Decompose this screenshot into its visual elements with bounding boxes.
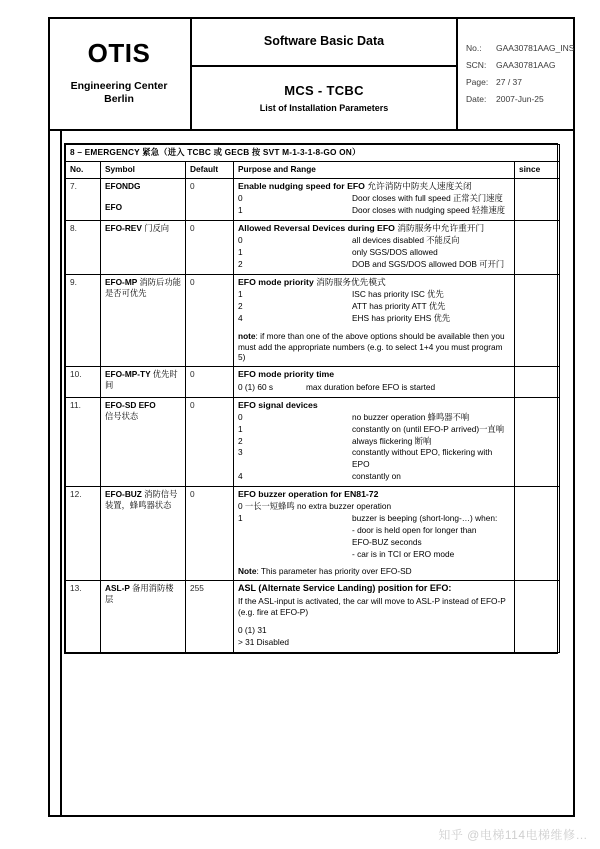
sub-line: - car is in TCI or ERO mode [352, 548, 455, 559]
option-sub-list [238, 525, 510, 560]
row-since [515, 274, 560, 367]
option-item [238, 205, 510, 217]
row-symbol [101, 220, 186, 274]
option-key: 2 [238, 301, 243, 312]
option-key: 1 [238, 423, 243, 434]
purpose-heading-en: ASL (Alternate Service Landing) position for EFO: [238, 583, 452, 594]
range-line [238, 382, 510, 394]
purpose-heading-en: EFO buzzer operation for EN81-72 [238, 488, 379, 499]
row-number: 10. [66, 367, 101, 397]
table-row [66, 367, 560, 397]
row-symbol [101, 274, 186, 367]
option-item [238, 513, 510, 525]
option-item [238, 412, 510, 424]
option-item [238, 424, 510, 436]
range-list [238, 625, 510, 648]
parameter-table [65, 144, 560, 653]
symbol-name-zh: 优先时间 [105, 369, 178, 391]
metadata-page-value: 27 / 37 [496, 76, 522, 87]
metadata-no-value: GAA30781AAG_INS [496, 42, 575, 53]
product-title-cell [192, 67, 456, 129]
metadata-scn [466, 60, 575, 70]
row-symbol [101, 367, 186, 397]
option-key: 2 [238, 435, 243, 446]
symbol-name-2: EFO [105, 201, 123, 212]
column-header-no: No. [66, 161, 101, 178]
symbol-name: EFONDG [105, 180, 141, 191]
option-item [238, 235, 510, 247]
row-default: 0 [186, 274, 234, 367]
table-row [66, 581, 560, 653]
document-title: Software Basic Data [192, 17, 456, 67]
row-since [515, 178, 560, 220]
note-label: Note [238, 566, 257, 577]
option-item [238, 259, 510, 271]
table-row [66, 220, 560, 274]
symbol-name: EFO-REV [105, 222, 142, 233]
metadata-page-label: Page: [466, 76, 489, 87]
row-default: 0 [186, 367, 234, 397]
option-item [238, 247, 510, 259]
option-key: 4 [238, 312, 243, 323]
purpose-body: If the ASL-input is activated, the car will move to ASL-P instead of EFO-P (e.g. fire at EFO-P) [238, 596, 506, 618]
purpose-heading [238, 181, 510, 192]
row-since [515, 397, 560, 486]
row-purpose [234, 397, 515, 486]
purpose-heading [238, 489, 510, 500]
row-number: 9. [66, 274, 101, 367]
table-row [66, 274, 560, 367]
symbol-name: EFO-MP-TY [105, 369, 151, 380]
option-zero-line: 0 一长一短蜂鸣 no extra buzzer operation [238, 501, 392, 512]
metadata-date [466, 94, 575, 104]
row-number: 8. [66, 220, 101, 274]
company-name: OTIS [87, 37, 151, 68]
purpose-heading-en: EFO mode priority [238, 276, 314, 287]
watermark: 知乎 @电梯114电梯维修… [438, 828, 588, 842]
option-list [238, 193, 510, 217]
symbol-name: EFO-MP [105, 276, 138, 287]
metadata-no-label: No.: [466, 42, 482, 53]
section-title-row [66, 145, 560, 162]
symbol-name-zh: 信号状态 [105, 410, 139, 421]
product-subtitle: List of Installation Parameters [259, 103, 389, 113]
option-key: 1 [238, 205, 243, 216]
company-department [71, 80, 168, 106]
option-value: only SGS/DOS allowed [352, 247, 438, 258]
option-value: all devices disabled 不能反向 [352, 235, 460, 246]
option-item [238, 447, 510, 471]
option-item [238, 301, 510, 313]
option-key: 0 [238, 193, 243, 204]
option-item [238, 436, 510, 448]
row-purpose [234, 367, 515, 397]
document-title-cell [192, 17, 458, 129]
column-header-symbol: Symbol [101, 161, 186, 178]
row-since [515, 581, 560, 653]
row-number: 13. [66, 581, 101, 653]
symbol-name-zh: 消防信号装置，蜂鸣器状态 [105, 488, 178, 510]
option-list [238, 412, 510, 483]
row-number: 11. [66, 397, 101, 486]
table-row [66, 486, 560, 580]
option-list [238, 235, 510, 270]
metadata-date-label: Date: [466, 93, 487, 104]
purpose-note [238, 331, 510, 364]
option-value: always flickering 断响 [352, 435, 432, 446]
purpose-heading-en: Enable nudging speed for EFO [238, 180, 365, 191]
purpose-heading [238, 369, 510, 380]
table-row [66, 397, 560, 486]
sub-line: EFO-BUZ seconds [352, 536, 422, 547]
row-default: 0 [186, 178, 234, 220]
row-purpose [234, 486, 515, 580]
column-header-since: since [515, 161, 560, 178]
metadata-no [466, 43, 575, 53]
row-purpose [234, 274, 515, 367]
purpose-heading-en: EFO signal devices [238, 399, 318, 410]
page-inner-rule [60, 131, 62, 817]
row-number: 12. [66, 486, 101, 580]
metadata-scn-value: GAA30781AAG [496, 59, 556, 70]
purpose-heading [238, 223, 510, 234]
row-purpose [234, 178, 515, 220]
option-key: 0 [238, 235, 243, 246]
symbol-name-zh: 门反向 [144, 222, 170, 233]
symbol-name-zh: 备用消防楼层 [105, 583, 174, 605]
option-item [238, 313, 510, 325]
purpose-heading-en: Allowed Reversal Devices during EFO [238, 222, 395, 233]
option-key: 1 [238, 289, 243, 300]
row-symbol [101, 581, 186, 653]
note-text: : if more than one of the above options should be available then you must add the appropriate numbers (e.g. to select 1+4 you must program 5) [238, 330, 505, 363]
option-key: 1 [238, 247, 243, 258]
row-default: 0 [186, 220, 234, 274]
option-value: constantly without EPO, flickering with EPO [352, 447, 493, 470]
metadata-page [466, 77, 575, 87]
document-metadata-cell [458, 17, 575, 129]
note-text: : This parameter has priority over EFO-SD [256, 566, 412, 577]
column-header-purpose: Purpose and Range [234, 161, 515, 178]
symbol-name: EFO-BUZ [105, 488, 142, 499]
option-value: DOB and SGS/DOS allowed DOB 可开门 [352, 258, 505, 269]
option-value: constantly on (until EFO-P arrived)一直响 [352, 423, 505, 434]
option-value: constantly on [352, 471, 401, 482]
option-item [238, 289, 510, 301]
symbol-name: ASL-P [105, 583, 130, 594]
option-value: ATT has priority ATT 优先 [352, 301, 446, 312]
range-line: > 31 Disabled [238, 637, 289, 647]
purpose-heading-zh: 允许消防中防夹人速度关闭 [367, 180, 472, 191]
table-row [66, 178, 560, 220]
row-default: 0 [186, 486, 234, 580]
option-item [238, 471, 510, 483]
option-value: ISC has priority ISC 优先 [352, 289, 444, 300]
option-list [238, 289, 510, 324]
row-since [515, 486, 560, 580]
purpose-heading [238, 400, 510, 411]
option-value: Door closes with nudging speed 轻推速度 [352, 205, 506, 216]
purpose-heading-zh: 消防服务中允许重开门 [397, 222, 485, 233]
option-key: 3 [238, 447, 243, 458]
row-default: 0 [186, 397, 234, 486]
row-default: 255 [186, 581, 234, 653]
symbol-name-zh: 消防后功能是否可优先 [105, 276, 181, 298]
range-value: max duration before EFO is started [306, 381, 436, 392]
option-value: no buzzer operation 蜂鸣器不响 [352, 412, 470, 423]
option-item [238, 193, 510, 205]
metadata-scn-label: SCN: [466, 59, 487, 70]
purpose-heading-zh: 消防服务优先模式 [316, 276, 386, 287]
row-since [515, 367, 560, 397]
department-line-2: Berlin [104, 93, 134, 105]
page-inner-bottom-rule [48, 815, 575, 817]
purpose-heading-en: EFO mode priority time [238, 369, 335, 380]
option-key: 2 [238, 258, 243, 269]
row-since [515, 220, 560, 274]
note-label: note [238, 330, 256, 341]
column-header-default: Default [186, 161, 234, 178]
parameter-table-container [64, 143, 558, 654]
option-key: 4 [238, 471, 243, 482]
option-value: Door closes with full speed 正常关门速度 [352, 193, 503, 204]
row-purpose [234, 581, 515, 653]
department-line-1: Engineering Center [70, 79, 168, 92]
row-symbol [101, 178, 186, 220]
option-value: buzzer is beeping (short-long-…) when: [352, 513, 498, 524]
range-key: 0 (1) 60 s [238, 381, 274, 392]
row-symbol [101, 397, 186, 486]
purpose-heading [238, 583, 510, 595]
row-purpose [234, 220, 515, 274]
metadata-date-value: 2007-Jun-25 [496, 93, 544, 104]
document-title-block [48, 17, 575, 131]
purpose-heading [238, 277, 510, 288]
option-key: 0 [238, 412, 243, 423]
company-logo-cell [48, 17, 192, 129]
table-header-row [66, 161, 560, 178]
sub-line: - door is held open for longer than [352, 525, 477, 536]
purpose-note [238, 566, 510, 577]
option-key: 1 [238, 513, 243, 524]
range-line: 0 (1) 31 [238, 625, 267, 636]
product-name: MCS - TCBC [284, 83, 364, 98]
symbol-name: EFO-SD EFO [105, 399, 156, 410]
option-value: EHS has priority EHS 优先 [352, 312, 451, 323]
section-title: 8 – EMERGENCY 紧急（进入 TCBC 或 GECB 按 SVT M-1-3-1-8-GO ON） [66, 145, 560, 162]
row-number: 7. [66, 178, 101, 220]
row-symbol [101, 486, 186, 580]
